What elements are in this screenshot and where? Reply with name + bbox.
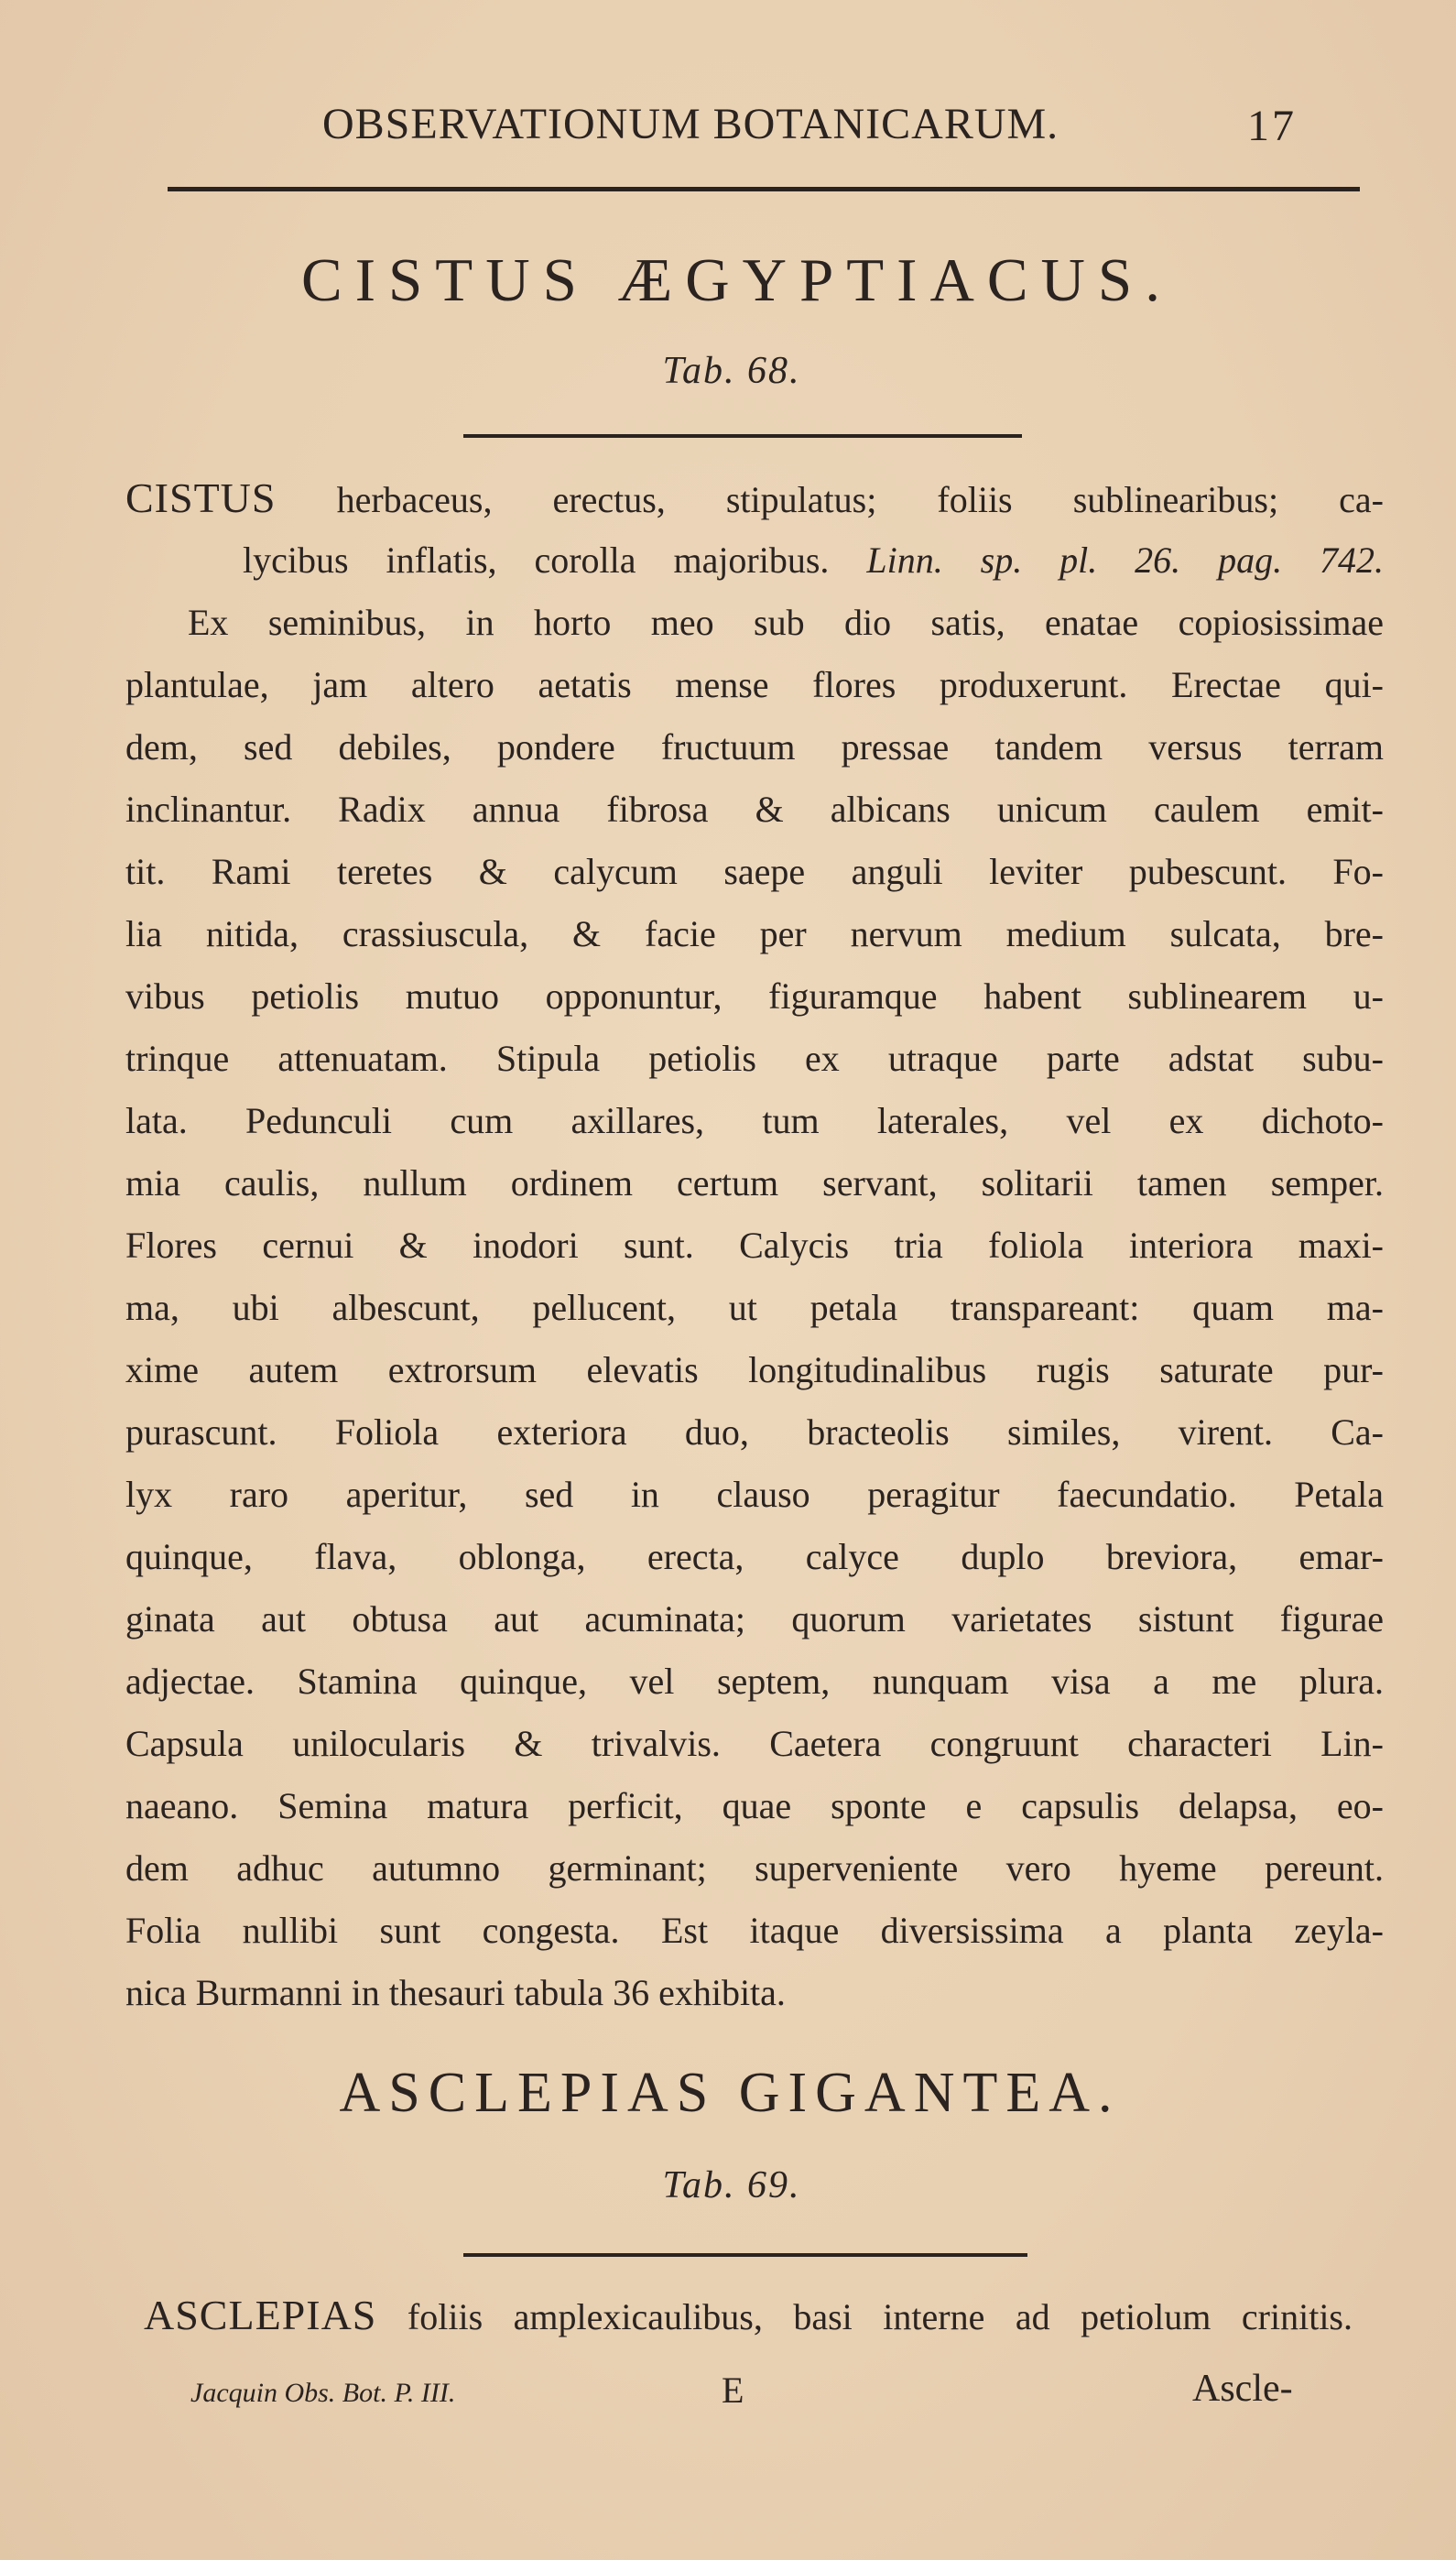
signature-mark: E [722, 2369, 744, 2411]
plate-reference-68: Tab. 68. [662, 350, 801, 392]
linnaeus-reference: Linn. sp. pl. 26. pag. 742. [866, 539, 1384, 581]
section-rule [463, 434, 1022, 438]
text-line: lyx raro aperitur, sed in clauso peragitur faecundatio. Petala [125, 1474, 1384, 1515]
text-line: xime autem extrorsum elevatis longitudinalibus rugis saturate pur- [125, 1349, 1384, 1390]
text-line: adjectae. Stamina quinque, vel septem, nunquam visa a me plura. [125, 1661, 1384, 1702]
text-line: lata. Pedunculi cum axillares, tum laterales, vel ex dichoto- [125, 1100, 1384, 1141]
diagnosis-lead: ASCLEPIAS [144, 2292, 377, 2338]
text-line: naeano. Semina matura perficit, quae sponte e capsulis delapsa, eo- [125, 1785, 1384, 1826]
section-title-cistus: CISTUS ÆGYPTIACUS. [301, 246, 1173, 314]
text-line: dem, sed debiles, pondere fructuum pressae tandem versus terram [125, 726, 1384, 768]
text-line: nica Burmanni in thesauri tabula 36 exhibita. [125, 1972, 786, 2013]
text-line: trinque attenuatam. Stipula petiolis ex utraque parte adstat subu- [125, 1038, 1384, 1079]
diagnosis-lead: CISTUS [125, 474, 277, 521]
text-line: ASCLEPIAS foliis amplexicaulibus, basi interne ad petiolum crinitis. [144, 2292, 1353, 2338]
text-line: dem adhuc autumno germinant; superveniente vero hyeme pereunt. [125, 1847, 1384, 1889]
text-line: Capsula unilocularis & trivalvis. Caetera congruunt characteri Lin- [125, 1723, 1384, 1764]
text-line: quinque, flava, oblonga, erecta, calyce duplo breviora, emar- [125, 1536, 1384, 1577]
text-line: lia nitida, crassiuscula, & facie per nervum medium sulcata, bre- [125, 913, 1384, 954]
text-line: inclinantur. Radix annua fibrosa & albicans unicum caulem emit- [125, 789, 1384, 830]
text-line: plantulae, jam altero aetatis mense flores produxerunt. Erectae qui- [125, 664, 1384, 705]
text-line: CISTUS herbaceus, erectus, stipulatus; foliis sublinearibus; ca- [125, 474, 1384, 521]
text-line: lycibus inflatis, corolla majoribus. Linn. sp. pl. 26. pag. 742. [243, 539, 1384, 581]
text-line: Folia nullibi sunt congesta. Est itaque diversissima a planta zeyla- [125, 1910, 1384, 1951]
text-line: Flores cernui & inodori sunt. Calycis tria foliola interiora maxi- [125, 1225, 1384, 1266]
section-rule [463, 2253, 1027, 2257]
text-line: ma, ubi albescunt, pellucent, ut petala transpareant: quam ma- [125, 1287, 1384, 1328]
printer-signature: Jacquin Obs. Bot. P. III. [190, 2378, 456, 2408]
header-rule [168, 187, 1360, 191]
text-line: ginata aut obtusa aut acuminata; quorum varietates sistunt figurae [125, 1598, 1384, 1639]
text-line: vibus petiolis mutuo opponuntur, figuramque habent sublinearem u- [125, 975, 1384, 1017]
text-line: purascunt. Foliola exteriora duo, bracteolis similes, virent. Ca- [125, 1411, 1384, 1453]
page-number: 17 [1247, 102, 1297, 150]
section-title-asclepias: ASCLEPIAS GIGANTEA. [339, 2062, 1121, 2124]
running-head: OBSERVATIONUM BOTANICARUM. [322, 100, 1059, 148]
catchword: Ascle- [1192, 2368, 1293, 2410]
text-line: Ex seminibus, in horto meo sub dio satis, enatae copiosissimae [188, 602, 1384, 643]
text-line: tit. Rami teretes & calycum saepe anguli leviter pubescunt. Fo- [125, 851, 1384, 892]
plate-reference-69: Tab. 69. [662, 2164, 801, 2206]
text-line: mia caulis, nullum ordinem certum servant, solitarii tamen semper. [125, 1162, 1384, 1204]
